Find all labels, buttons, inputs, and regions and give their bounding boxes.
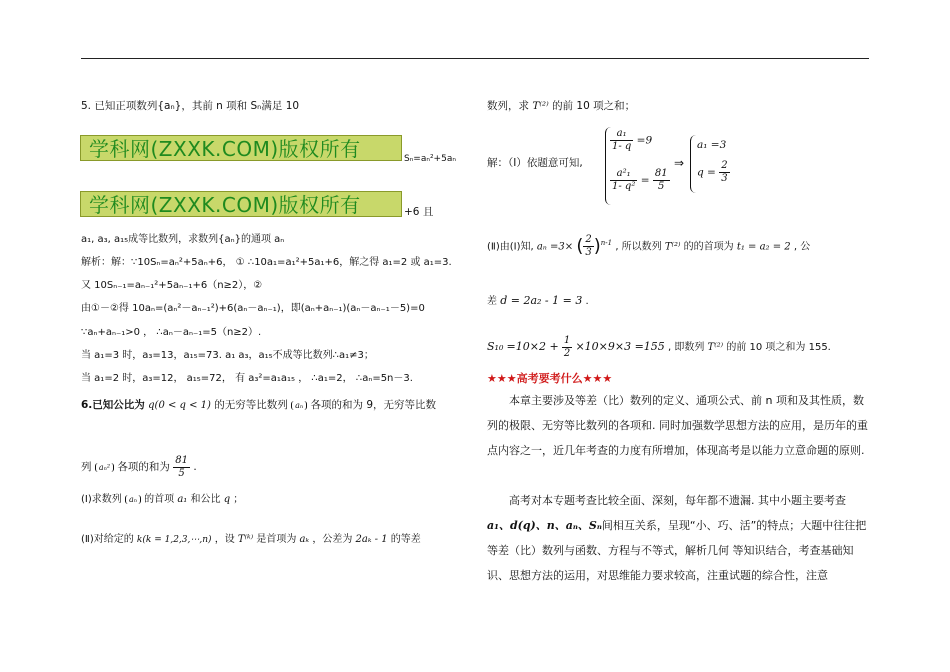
solution-line-1: 解析：解：∵10Sₙ=aₙ²+5aₙ+6， ① ∴10a₁=a₁²+5a₁+6，解之得 a₁=2 或 a₁=3. [81,257,452,268]
r5-text-d: 的前 10 项之和为 155. [726,342,831,353]
p1-text-b: 的首项 [144,494,175,505]
star-icon-left: ★★★ [487,372,517,385]
sys2-num: a²₁ [610,168,637,181]
r4-text-b: . [585,296,589,307]
r3-fraction-den: 3 [585,247,592,258]
q6-seq-an-squared: aₙ² [95,463,114,472]
r2-label: 解：（Ⅰ）依题意可知, [487,157,583,169]
r3-exponent: n-1 [600,239,613,248]
solution-line-3: 由①－②得 10aₙ=(aₙ²－aₙ₋₁²)+6(aₙ－aₙ₋₁)，即(aₙ+aₙ₋₁)(aₙ－aₙ₋₁－5)=0 [81,303,425,314]
r5-formula-b: ×10×9×3 =155 [575,340,665,353]
p1-seq-an: aₙ [125,495,141,504]
r4-text-a: 差 [487,296,497,307]
p1-text-d: ； [233,494,244,505]
r3-text-d: , 公 [793,241,811,253]
q6-text-e: 各项的和为 [117,461,170,473]
paragraph-2 [487,488,869,588]
q5-plus6: +6 且 [404,206,434,218]
q6-fraction [173,455,190,480]
result-q-fraction [719,160,729,185]
section-heading [487,372,612,386]
p2-k-range: k(k = 1,2,3,⋯,n) [136,535,212,545]
r4-formula: d = 2a₂ - 1 = 3 [500,294,583,307]
result-q [697,160,730,185]
r3-T2: T⁽²⁾ [664,241,681,253]
q6-text-a: 6.已知公比为 [81,399,145,411]
q6-part1 [81,493,243,507]
r3-text-c: 的的首项为 [683,241,734,253]
right-line-1 [487,99,635,113]
r5-T2: T⁽²⁾ [707,342,724,353]
solution-line-5: 当 a₁=3 时，a₃=13，a₁₅=73. a₁ a₃，a₁₅不成等比数列∴a₁≠3； [81,350,374,361]
solution-line-4: ∵aₙ+aₙ₋₁>0 ， ∴aₙ－aₙ₋₁=5（n≥2）. [81,327,262,338]
r5-text-c: , 即数列 [668,342,705,353]
para2-text-a: 高考对本专题考查比较全面、深刻，每年都不遗漏. 其中小题主要考查 [509,494,846,507]
r3-text-a: (Ⅱ)由(Ⅰ)知, [487,241,534,253]
para2-vars: a₁、d(q)、n、aₙ、Sₙ [487,519,602,532]
p2-text-c: 是首项为 [256,534,297,545]
q6-fraction-num: 81 [175,454,188,466]
system-eq-1 [610,128,652,153]
r3-formula: aₙ =3× [536,241,574,253]
r3-text-b: , 所以数列 [615,241,662,253]
p2-text-b: ，设 [214,534,235,545]
star-icon-right: ★★★ [582,372,613,385]
sys1-den: 1- q [612,141,632,152]
q6-text-d: 列 [81,461,92,473]
q6-text-b: 的无穷等比数列 [214,399,288,411]
q6-text-f: . [193,461,197,473]
p2-text-d: ，公差为 [312,534,353,545]
q5-intro: 5. 已知正项数列{aₙ}，其前 n 项和 Sₙ满足 10 [81,100,300,112]
p1-q: q [223,494,231,505]
q6-fraction-den: 5 [178,467,185,479]
r5-fraction-num: 1 [563,334,571,346]
r3-t1: t₁ = a₂ = 2 [736,241,791,253]
heading-text: 高考要考什么 [516,372,583,385]
q6-text-c: 各项的和为 9，无穷等比数 [310,399,437,411]
sys1-num: a₁ [610,128,633,141]
r5-formula-a: =10×2 + [506,340,559,353]
sys2-den: 1- q² [612,181,636,192]
r5-fraction [562,335,572,360]
q6-part2 [81,533,421,547]
p2-text-e: 的等差 [390,534,421,545]
r3-fraction [583,234,593,259]
sys2-fraction [610,168,637,193]
p1-a1: a₁ [177,494,188,505]
result-q-label: q = [697,166,716,179]
r1-text-a: 数列，求 [487,100,529,112]
sys1-fraction [610,128,633,153]
result-q-den: 3 [721,173,728,184]
implies-arrow: ⇒ [674,156,685,170]
q6-seq-an: aₙ [291,401,307,410]
r5-fraction-den: 2 [563,347,571,359]
p2-T-k: T⁽ᵏ⁾ [237,534,254,545]
sys2-eq: = [640,174,650,187]
r5-S10: S₁₀ [487,340,504,353]
right-line-3: (Ⅱ)由(Ⅰ)知, aₙ =3× ( $\frac{2}{3}$ )$^{n-1}$ , 所以数列 T⁽²⁾ 的的首项为 t₁ = a₂ = 2 , 公 [487,234,811,258]
q6-q-range: q(0 < q < 1) [148,400,211,411]
r1-text-b: 的前 10 项之和； [552,100,636,112]
sys2-rhs-fraction [653,168,670,193]
watermark-banner-1: 学科网(ZXXK.COM)版权所有 [80,135,402,161]
q6-line-2 [81,452,197,483]
watermark-banner-2: 学科网(ZXXK.COM)版权所有 [80,191,402,217]
q6-line-1 [81,398,436,413]
para2-text-b: 间相互关系，呈现“小、巧、活”的特点；大题中往往把等差（比）数列与函数、方程与不等式，解析几何 等知识结合，考查基础知识、思想方法的运用，对思维能力要求较高，注重试题的综合性，注意 [487,519,867,582]
p1-text-c: 和公比 [190,494,221,505]
p1-text-a: (Ⅰ)求数列 [81,494,122,505]
result-a1: a₁ =3 [697,139,727,151]
paragraph-1: 本章主要涉及等差（比）数列的定义、通项公式、前 n 项和及其性质，数列的极限、无穷等比数列的各项和. 同时加强数学思想方法的应用，是历年的重点内容之一，近几年考查的力度有所增加，体现高考是以能力立意命题的原则. [487,394,868,457]
right-line-5 [487,333,831,362]
p2-text-a: (Ⅱ)对给定的 [81,534,134,545]
header-rule [81,58,869,59]
sys2-rhs-den: 5 [658,181,665,192]
system-eq-2 [610,168,670,193]
p2-ak: aₖ [299,534,310,545]
result-q-num: 2 [721,160,728,171]
result-brace [690,135,696,193]
sys1-rhs: =9 [636,134,653,147]
q5-geo-condition: a₁, a₃, a₁₅成等比数列，求数列{aₙ}的通项 aₙ [81,234,285,245]
p2-diff: 2aₖ - 1 [355,534,388,545]
solution-line-6: 当 a₁=2 时，a₃=12， a₁₅=72， 有 a₃²=a₁a₁₅ ， ∴a₁=2， ∴aₙ=5n－3. [81,373,413,384]
solution-line-2: 又 10Sₙ₋₁=aₙ₋₁²+5aₙ₋₁+6（n≥2），② [81,280,263,291]
r1-T2: T⁽²⁾ [532,100,549,112]
sys2-rhs-num: 81 [654,168,668,179]
r3-fraction-num: 2 [585,234,592,245]
right-line-4 [487,294,589,309]
q5-sn-condition: Sₙ=aₙ²+5aₙ [404,154,456,164]
